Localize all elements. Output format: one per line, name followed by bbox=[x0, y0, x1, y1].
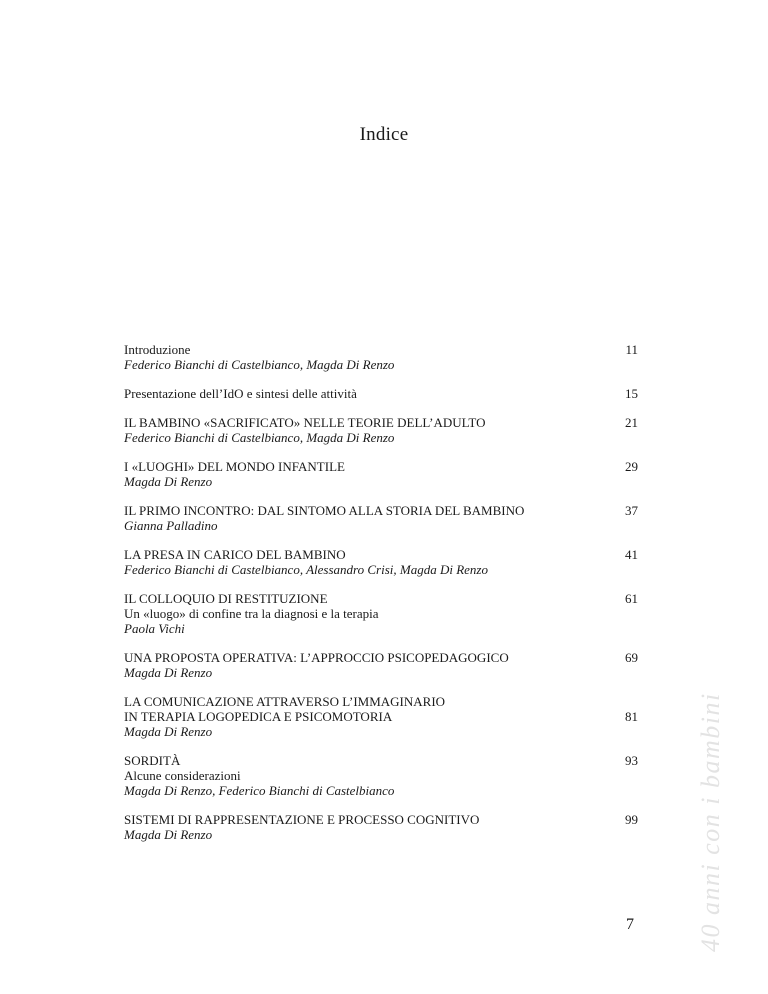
toc-entry bbox=[124, 694, 638, 739]
toc-entry bbox=[124, 459, 638, 489]
table-of-contents bbox=[124, 342, 638, 856]
toc-entry-page: 93 bbox=[625, 753, 638, 768]
toc-entry-page: 15 bbox=[625, 386, 638, 401]
toc-entry bbox=[124, 503, 638, 533]
toc-entry-title: Introduzione bbox=[124, 342, 191, 357]
toc-entry-author: Magda Di Renzo bbox=[124, 827, 213, 842]
toc-entry-subtitle: Un «luogo» di confine tra la diagnosi e la terapia bbox=[124, 606, 379, 621]
toc-entry-title: IL COLLOQUIO DI RESTITUZIONE bbox=[124, 591, 328, 606]
toc-entry-author: Paola Vichi bbox=[124, 621, 185, 636]
toc-entry-page: 41 bbox=[625, 547, 638, 562]
toc-entry-title: SISTEMI DI RAPPRESENTAZIONE E PROCESSO COGNITIVO bbox=[124, 812, 480, 827]
side-banner: 40 anni con i bambini bbox=[696, 692, 725, 952]
toc-entry-page: 21 bbox=[625, 415, 638, 430]
toc-entry-author: Magda Di Renzo, Federico Bianchi di Castelbianco bbox=[124, 783, 395, 798]
page-number: 7 bbox=[626, 916, 634, 933]
toc-entry-page: 29 bbox=[625, 459, 638, 474]
toc-entry bbox=[124, 591, 638, 636]
toc-entry-page: 37 bbox=[625, 503, 638, 518]
toc-entry-author: Gianna Palladino bbox=[124, 518, 218, 533]
toc-entry-author: Federico Bianchi di Castelbianco, Magda Di Renzo bbox=[124, 430, 395, 445]
toc-entry-subtitle: IN TERAPIA LOGOPEDICA E PSICOMOTORIA bbox=[124, 709, 393, 724]
toc-entry-title: SORDITÀ bbox=[124, 753, 181, 768]
toc-entry-page: 61 bbox=[625, 591, 638, 606]
toc-entry-title: UNA PROPOSTA OPERATIVA: L’APPROCCIO PSICOPEDAGOGICO bbox=[124, 650, 509, 665]
toc-entry-title: LA PRESA IN CARICO DEL BAMBINO bbox=[124, 547, 346, 562]
page-title: Indice bbox=[359, 124, 409, 145]
toc-entry-author: Federico Bianchi di Castelbianco, Alessandro Crisi, Magda Di Renzo bbox=[124, 562, 488, 577]
toc-entry-title: IL BAMBINO «SACRIFICATO» NELLE TEORIE DELL’ADULTO bbox=[124, 415, 486, 430]
toc-entry-title: IL PRIMO INCONTRO: DAL SINTOMO ALLA STORIA DEL BAMBINO bbox=[124, 503, 525, 518]
toc-entry bbox=[124, 415, 638, 445]
toc-entry bbox=[124, 753, 638, 798]
toc-entry bbox=[124, 650, 638, 680]
toc-entry-page: 99 bbox=[625, 812, 638, 827]
toc-entry-title: LA COMUNICAZIONE ATTRAVERSO L’IMMAGINARIO bbox=[124, 694, 446, 709]
toc-entry-author: Magda Di Renzo bbox=[124, 724, 213, 739]
toc-entry-title: Presentazione dell’IdO e sintesi delle attività bbox=[124, 386, 357, 401]
toc-entry-author: Magda Di Renzo bbox=[124, 474, 213, 489]
toc-entry bbox=[124, 386, 638, 401]
toc-entry bbox=[124, 812, 638, 842]
toc-entry-author: Federico Bianchi di Castelbianco, Magda Di Renzo bbox=[124, 357, 395, 372]
toc-entry-title: I «LUOGHI» DEL MONDO INFANTILE bbox=[124, 459, 345, 474]
toc-entry bbox=[124, 547, 638, 577]
toc-entry-subtitle: Alcune considerazioni bbox=[124, 768, 241, 783]
toc-entry-page: 11 bbox=[625, 342, 638, 357]
toc-entry-page: 81 bbox=[625, 709, 638, 724]
toc-entry bbox=[124, 342, 638, 372]
toc-entry-page: 69 bbox=[625, 650, 638, 665]
toc-entry-author: Magda Di Renzo bbox=[124, 665, 213, 680]
